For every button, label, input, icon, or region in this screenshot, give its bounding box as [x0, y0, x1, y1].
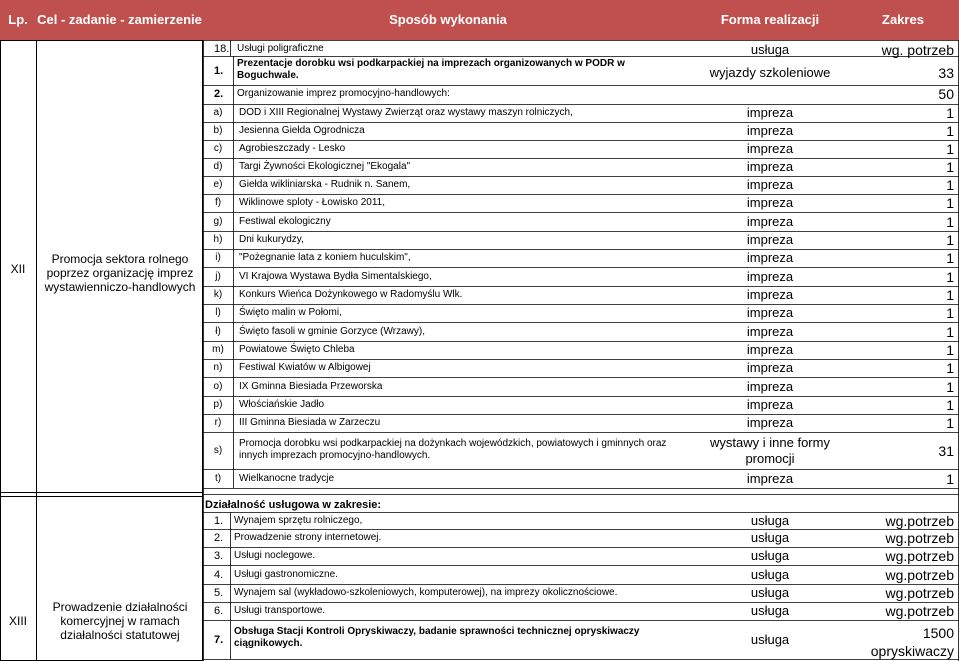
event-letter: l): [215, 307, 221, 318]
row-1-text: Prezentacje dorobku wsi podkarpackiej na imprezach organizowanych w PODR w Boguchwale.: [237, 58, 625, 81]
header-forma: Forma realizacji: [720, 12, 820, 27]
event-letter: b): [213, 125, 223, 136]
event-zakres: 1: [946, 195, 954, 211]
section-xii-title: Promocja sektora rolnego poprzez organizację imprez wystawienniczo-handlowych: [44, 252, 196, 294]
service-number: 5.: [214, 587, 224, 599]
service-zakres: 1500 opryskiwaczy: [870, 625, 954, 659]
event-zakres: 1: [946, 397, 954, 413]
event-zakres: 1: [946, 123, 954, 139]
event-name: IX Gminna Biesiada Przeworska: [239, 380, 383, 392]
event-letter: t): [214, 472, 222, 484]
event-name: DOD i XIII Regionalnej Wystawy Zwierząt oraz wystawy maszyn rolniczych,: [239, 107, 573, 118]
service-forma: usługa: [750, 548, 790, 563]
event-name: Agrobieszczady - Lesko: [239, 143, 346, 154]
event-forma: impreza: [746, 159, 794, 174]
event-letter: g): [213, 215, 223, 227]
event-forma: impreza: [746, 123, 794, 138]
event-zakres: 1: [946, 141, 954, 157]
event-zakres: 1: [946, 378, 954, 395]
event-forma: impreza: [746, 195, 794, 210]
header-zakres: Zakres: [882, 12, 924, 27]
commercial-heading: Działalność usługowa w zakresie:: [205, 499, 382, 511]
service-name: Usługi gastronomiczne.: [234, 568, 338, 580]
section-xiii-lp: XIII: [8, 614, 27, 628]
event-zakres: 1: [946, 342, 954, 358]
service-forma: usługa: [750, 585, 790, 600]
service-name: Prowadzenie strony internetowej.: [234, 532, 382, 543]
event-zakres: 1: [946, 268, 954, 285]
event-zakres: 31: [938, 442, 954, 459]
row-18-text: Usługi poligraficzne: [237, 43, 324, 54]
event-forma: impreza: [746, 323, 794, 339]
event-letter: e): [213, 179, 223, 190]
event-zakres: 1: [946, 360, 954, 376]
event-letter: a): [213, 107, 223, 118]
row-18-zakres: wg. potrzeb: [881, 42, 954, 58]
event-letter: f): [214, 197, 222, 208]
event-name: Dni kukurydzy,: [239, 234, 304, 245]
event-name: Targi Żywności Ekologicznej "Ekogala": [239, 161, 411, 172]
event-name: Giełda wikliniarska - Rudnik n. Sanem,: [239, 179, 411, 190]
event-forma: impreza: [746, 268, 794, 284]
header-cel: Cel - zadanie - zamierzenie: [37, 12, 202, 27]
service-forma: usługa: [750, 603, 790, 618]
event-letter: o): [213, 380, 223, 392]
event-zakres: 1: [946, 105, 954, 121]
event-forma: impreza: [746, 378, 794, 394]
row-1-forma: wyjazdy szkoleniowe: [709, 65, 831, 80]
service-zakres: wg.potrzeb: [885, 603, 954, 619]
section-xiii-title: Prowadzenie działalności komercyjnej w ramach działalności statutowej: [52, 600, 188, 642]
service-name: Usługi noclegowe.: [234, 550, 316, 561]
event-zakres: 1: [946, 213, 954, 230]
event-name: Święto fasoli w gminie Gorzyce (Wrzawy),: [239, 325, 425, 337]
event-forma: impreza: [746, 360, 794, 375]
event-letter: c): [213, 143, 223, 154]
event-name: Wielkanocne tradycje: [239, 472, 335, 484]
event-name: Święto malin w Połomi,: [239, 307, 342, 318]
row-18-forma: usługa: [750, 42, 790, 57]
event-name: III Gminna Biesiada w Zarzeczu: [239, 417, 381, 428]
event-forma: impreza: [746, 415, 794, 430]
event-name: Powiatowe Święto Chleba: [239, 344, 355, 355]
header-sposob: Sposób wykonania: [389, 12, 507, 27]
event-forma: impreza: [746, 397, 794, 412]
row-18-number: 18.: [214, 43, 230, 55]
service-zakres: wg.potrzeb: [885, 585, 954, 601]
event-zakres: 1: [946, 415, 954, 431]
event-name: Festiwal Kwiatów w Albigowej: [239, 362, 371, 373]
event-forma: impreza: [746, 470, 794, 486]
service-number: 1.: [214, 514, 224, 527]
event-forma: impreza: [746, 105, 794, 120]
event-name: Festiwal ekologiczny: [239, 215, 331, 227]
event-forma: impreza: [746, 342, 794, 357]
event-name: "Pożegnanie lata z koniem huculskim",: [239, 252, 411, 263]
event-letter: r): [214, 417, 222, 428]
event-letter: s): [213, 444, 223, 456]
event-forma: impreza: [746, 250, 794, 265]
event-letter: h): [213, 234, 223, 245]
event-name: Konkurs Wieńca Dożynkowego w Radomyślu Wlk.: [239, 289, 463, 300]
event-forma: impreza: [746, 305, 794, 320]
event-zakres: 1: [946, 250, 954, 266]
service-name: Wynajem sprzętu rolniczego,: [234, 514, 363, 526]
service-name: Obsługa Stacji Kontroli Opryskiwaczy, badanie sprawności technicznej opryskiwaczy ciągnikowych.: [234, 626, 640, 649]
event-forma: impreza: [746, 213, 794, 229]
event-zakres: 1: [946, 287, 954, 303]
service-zakres: wg.potrzeb: [885, 530, 954, 546]
event-letter: i): [215, 252, 221, 263]
event-letter: ł): [215, 325, 221, 337]
event-zakres: 1: [946, 177, 954, 193]
event-name: Jesienna Giełda Ogrodnicza: [239, 125, 365, 136]
service-forma: usługa: [750, 512, 790, 528]
event-name: Wiklinowe sploty - Łowisko 2011,: [239, 197, 385, 208]
event-letter: k): [213, 289, 223, 300]
service-number: 2.: [214, 532, 224, 544]
row-2-zakres: 50: [938, 86, 954, 102]
event-forma: wystawy i inne formy promocji: [710, 435, 830, 466]
event-forma: impreza: [746, 287, 794, 302]
row-2-number: 2.: [214, 88, 224, 100]
service-forma: usługa: [750, 530, 790, 545]
service-number: 6.: [214, 605, 224, 617]
event-letter: m): [212, 344, 224, 355]
header-lp: Lp.: [8, 12, 28, 27]
service-forma: usługa: [750, 631, 790, 647]
service-zakres: wg.potrzeb: [885, 512, 954, 529]
event-name: VI Krajowa Wystawa Bydła Simentalskiego,: [239, 270, 432, 282]
service-forma: usługa: [750, 566, 790, 582]
row-1-number: 1.: [214, 65, 224, 77]
service-number: 3.: [214, 550, 224, 562]
service-zakres: wg.potrzeb: [885, 548, 954, 564]
event-zakres: 1: [946, 323, 954, 340]
service-number: 7.: [214, 633, 224, 646]
event-forma: impreza: [746, 177, 794, 192]
event-zakres: 1: [946, 470, 954, 487]
event-letter: d): [213, 161, 223, 172]
service-name: Wynajem sal (wykładowo-szkoleniowych, komputerowej), na imprezy okolicznościowe.: [234, 587, 618, 598]
service-name: Usługi transportowe.: [234, 605, 326, 616]
event-forma: impreza: [746, 232, 794, 247]
service-number: 4.: [214, 568, 224, 581]
event-letter: j): [215, 270, 221, 282]
event-name: Promocja dorobku wsi podkarpackiej na dożynkach wojewódzkich, powiatowych i gminnych oraz innych imprezach promocyjno-handlowych.: [239, 438, 667, 461]
event-name: Włościańskie Jadło: [239, 399, 325, 410]
event-letter: p): [213, 399, 223, 410]
event-zakres: 1: [946, 159, 954, 175]
event-letter: n): [213, 362, 223, 373]
event-forma: impreza: [746, 141, 794, 156]
row-2-text: Organizowanie imprez promocyjno-handlowych:: [237, 88, 450, 99]
row-1-zakres: 33: [938, 65, 954, 81]
section-xii-lp: XII: [10, 262, 26, 276]
event-zakres: 1: [946, 305, 954, 321]
service-zakres: wg.potrzeb: [885, 566, 954, 583]
event-zakres: 1: [946, 232, 954, 248]
